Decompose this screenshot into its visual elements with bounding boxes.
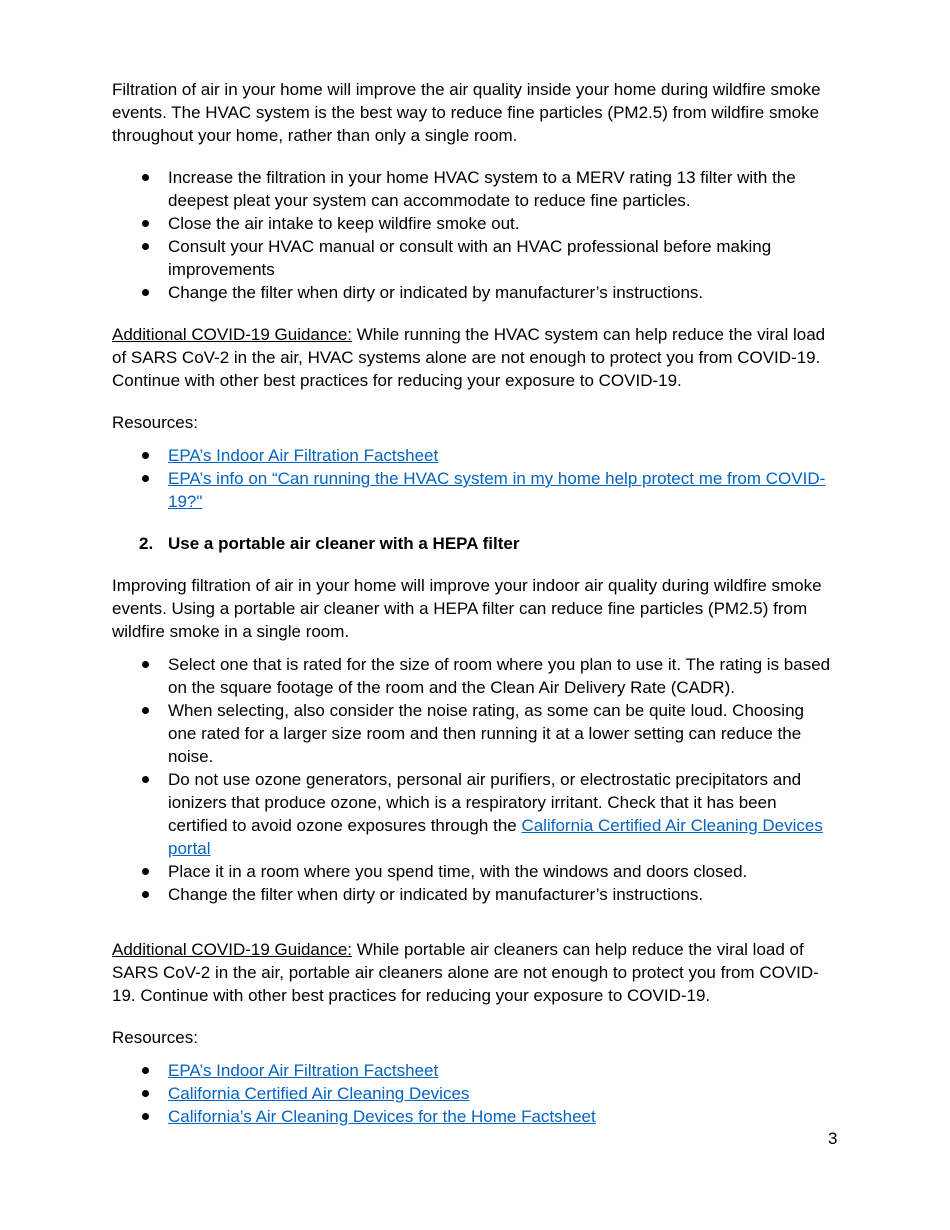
resources-label: Resources: [112, 413, 198, 432]
list-item: Consult your HVAC manual or consult with an HVAC professional before making improvements [112, 235, 836, 281]
list-item [112, 1059, 836, 1082]
list-item: Change the filter when dirty or indicated by manufacturer’s instructions. [112, 281, 836, 304]
list-item: Close the air intake to keep wildfire smoke out. [112, 212, 836, 235]
section-heading [112, 532, 836, 555]
list-item: Place it in a room where you spend time, with the windows and doors closed. [112, 860, 836, 883]
resources-list-1 [112, 444, 836, 513]
section-title: Use a portable air cleaner with a HEPA filter [168, 534, 520, 553]
epa-filtration-factsheet-link[interactable]: EPA’s Indoor Air Filtration Factsheet [168, 446, 439, 465]
list-item: When selecting, also consider the noise rating, as some can be quite loud. Choosing one rated for a larger size room and then running it at a lower setting can reduce the noise. [112, 699, 836, 768]
list-item [112, 467, 836, 513]
epa-filtration-factsheet-link[interactable]: EPA’s Indoor Air Filtration Factsheet [168, 1061, 439, 1080]
page-number: 3 [828, 1129, 838, 1148]
list-item: Increase the filtration in your home HVAC system to a MERV rating 13 filter with the deepest pleat your system can accommodate to reduce fine particles. [112, 166, 836, 212]
list-item [112, 768, 836, 860]
epa-hvac-covid-info-link[interactable]: EPA’s info on “Can running the HVAC system in my home help protect me from COVID-19?" [168, 469, 826, 511]
covid-guidance-label: Additional COVID-19 Guidance: [112, 940, 353, 959]
hvac-tips-list [112, 166, 836, 304]
list-item [112, 1105, 836, 1128]
california-certified-devices-portal-link[interactable]: California Certified Air Cleaning Devices portal [168, 816, 823, 858]
california-home-devices-factsheet-link[interactable]: California’s Air Cleaning Devices for the Home Factsheet [168, 1107, 596, 1126]
list-item [112, 444, 836, 467]
hvac-intro-paragraph: Filtration of air in your home will improve the air quality inside your home during wildfire smoke events. The HVAC system is the best way to reduce fine particles (PM2.5) from wildfire smoke throughout your home, rather than only a single room. [112, 80, 821, 145]
list-item: Select one that is rated for the size of room where you plan to use it. The rating is based on the square footage of the room and the Clean Air Delivery Rate (CADR). [112, 653, 836, 699]
list-item: Change the filter when dirty or indicated by manufacturer’s instructions. [112, 883, 836, 906]
air-cleaner-tips-list [112, 653, 836, 906]
ozone-warning-text: Do not use ozone generators, personal air purifiers, or electrostatic precipitators and ionizers that produce ozone, which is a respiratory irritant. Check that it has been certified to avoid ozone exposures through the [168, 770, 802, 835]
covid-guidance-paragraph-2 [112, 938, 836, 1007]
covid-guidance-paragraph-1 [112, 323, 836, 392]
california-certified-devices-link[interactable]: California Certified Air Cleaning Devices [168, 1084, 470, 1103]
section-number: 2. [139, 534, 154, 553]
air-cleaner-intro-paragraph: Improving filtration of air in your home will improve your indoor air quality during wildfire smoke events. Using a portable air cleaner with a HEPA filter can reduce fine particles (PM2.5) from wildfire smoke in a single room. [112, 576, 822, 641]
covid-guidance-text: While running the HVAC system can help reduce the viral load of SARS CoV-2 in the air, HVAC systems alone are not enough to protect you from COVID-19. Continue with other best practices for reducing your exposure to COVID-19. [112, 325, 826, 390]
resources-list-2 [112, 1059, 836, 1128]
covid-guidance-text: While portable air cleaners can help reduce the viral load of SARS CoV-2 in the air, portable air cleaners alone are not enough to protect you from COVID-19. Continue with other best practices for reducing your exposure to COVID-19. [112, 940, 819, 1005]
list-item [112, 1082, 836, 1105]
resources-label: Resources: [112, 1028, 198, 1047]
page-content [112, 78, 836, 1128]
covid-guidance-label: Additional COVID-19 Guidance: [112, 325, 353, 344]
